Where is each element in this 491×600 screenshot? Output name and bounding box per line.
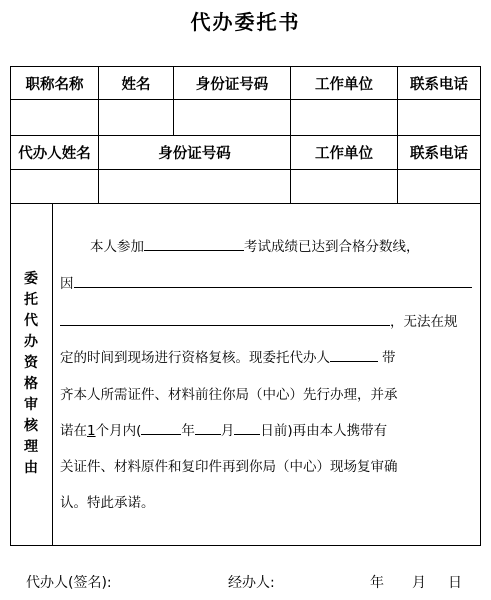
body-line-3: ，无法在规 [60,310,474,330]
side-label-char: 理 [24,439,38,455]
header-agent-phone: 联系电话 [410,145,468,162]
header-phone: 联系电话 [410,75,468,93]
reason-blank-1[interactable] [74,273,472,288]
input-agent-name[interactable] [11,170,98,203]
header-work-unit: 工作单位 [315,75,373,93]
side-label-char: 核 [24,418,38,434]
side-label-char: 委 [24,271,38,287]
handler-field[interactable] [290,568,360,590]
footer-month-label: 月 [412,575,426,591]
header-id-number: 身份证号码 [195,75,269,93]
side-label-char: 格 [24,376,38,392]
table-border-right [480,66,481,546]
footer-day-label: 日 [448,575,462,591]
header-agent-work-unit: 工作单位 [315,145,373,162]
body-line-8: 认。特此承诺。 [60,495,155,511]
header-agent-id-number: 身份证号码 [158,145,231,162]
input-agent-id-number[interactable] [99,170,290,203]
deadline-month-blank[interactable] [195,420,221,435]
input-agent-work-unit[interactable] [291,170,397,203]
body-line-4: 定的时间到现场进行资格复核。现委托代办人 带 [60,346,474,366]
header-agent-name: 代办人姓名 [18,145,91,162]
table-border-bottom [10,545,481,546]
handler-label: 经办人: [228,575,275,591]
side-label-char: 代 [24,313,38,329]
input-agent-phone[interactable] [398,170,480,203]
body-line-6: 诺在1个月内( 年 月 日前)再由本人携带有 [60,419,474,439]
month-count: 1 [87,423,96,439]
page-title: 代办委托书 [190,10,301,34]
row-divider-4 [10,203,481,204]
side-label-char: 托 [24,292,38,308]
input-id-number[interactable] [174,100,290,135]
footer-year-label: 年 [370,575,384,591]
side-label-char: 由 [24,460,38,476]
side-label-reason [10,203,52,545]
input-phone[interactable] [398,100,480,135]
body-line-7: 关证件、材料原件和复印件再到你局（中心）现场复审确 [60,459,398,475]
header-title-name: 职称名称 [25,75,84,93]
reason-blank-2[interactable] [60,311,390,326]
deadline-day-blank[interactable] [234,420,260,435]
agent-name-blank[interactable] [330,347,378,362]
input-title-name[interactable] [11,100,98,135]
body-line-5: 齐本人所需证件、材料前往你局（中心）先行办理，并承 [60,387,398,403]
col-divider-side [52,203,53,545]
header-name: 姓名 [121,75,151,93]
agent-signature-label: 代办人(签名): [26,575,112,591]
deadline-year-blank[interactable] [141,420,181,435]
input-name[interactable] [99,100,173,135]
body-line-1: 本人参加 考试成绩已达到合格分数线， [60,235,474,255]
side-label-char: 办 [24,334,38,350]
side-label-char: 资 [24,355,38,371]
side-label-char: 审 [24,397,38,413]
agent-signature-field[interactable] [140,568,220,590]
input-work-unit[interactable] [291,100,397,135]
body-line-2: 因 [60,272,474,292]
exam-name-blank[interactable] [144,236,244,251]
